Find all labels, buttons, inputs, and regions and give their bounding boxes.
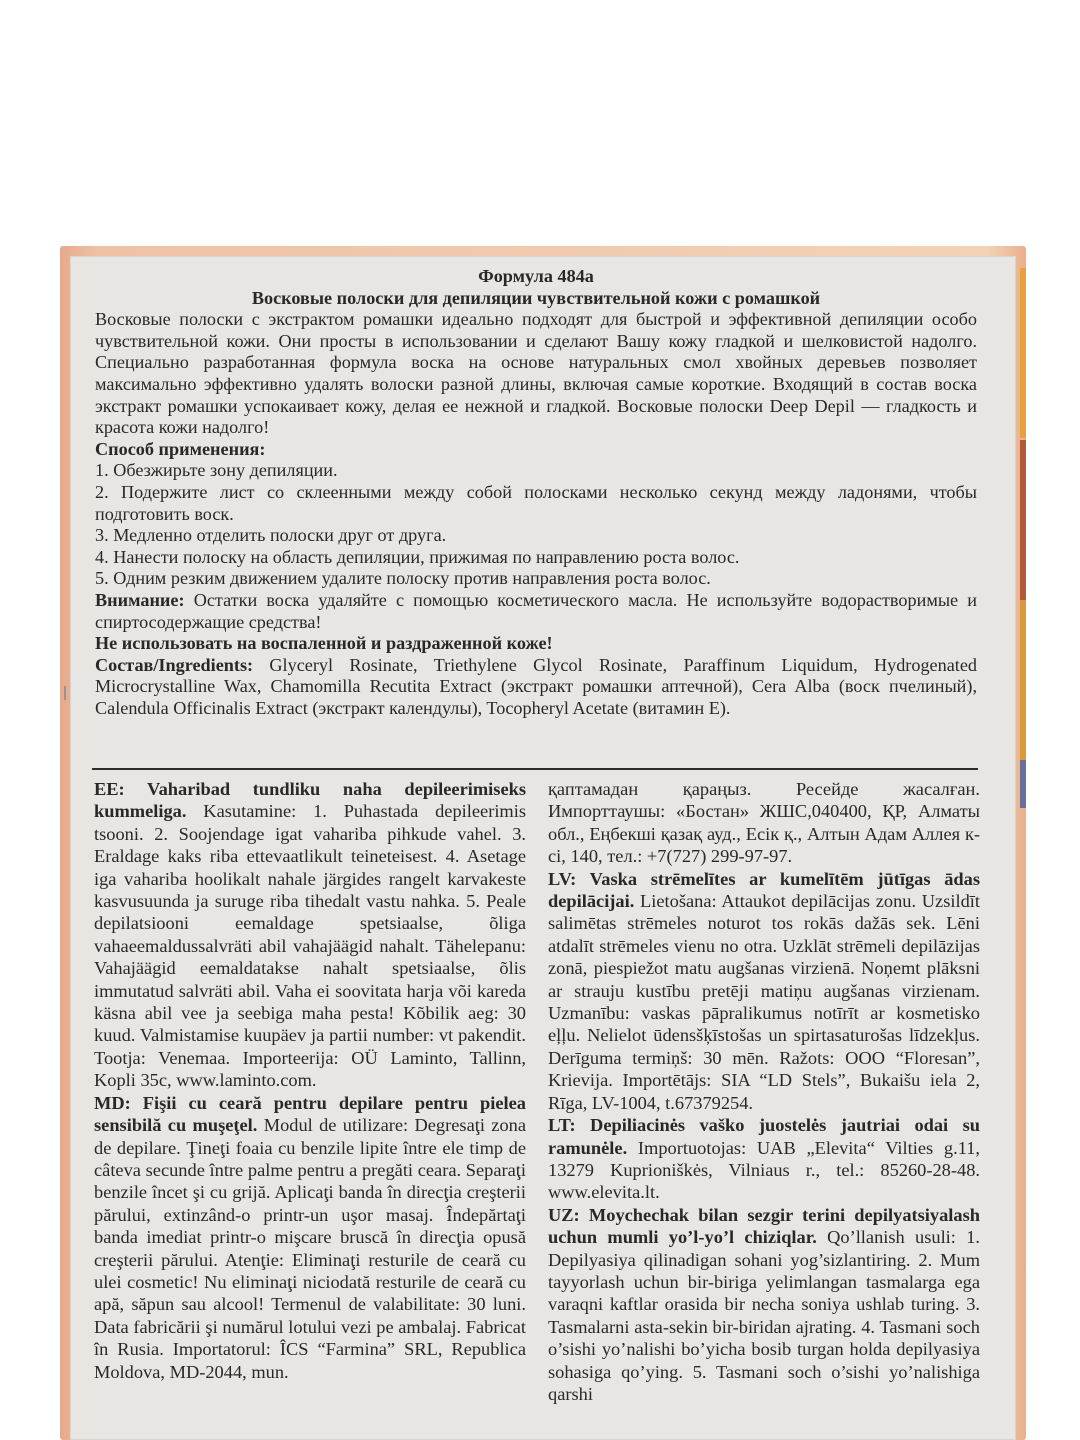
left-column bbox=[94, 778, 526, 1405]
product-title: Формула 484а bbox=[478, 266, 594, 286]
section-divider bbox=[92, 768, 978, 770]
russian-section bbox=[95, 266, 977, 719]
label-panel bbox=[70, 256, 1016, 1440]
composition-label: Состав/Ingredients: bbox=[95, 654, 254, 675]
usage-step: 5. Одним резким движением удалите полоску против направления роста волос. bbox=[95, 568, 711, 589]
lt-block bbox=[548, 1114, 980, 1204]
ee-text: Kasutamine: 1. Puhastada depileerimis tsooni. 2. Soojendage igat vahariba pihkude vahel. 3. Eraldage kaks riba ettevaatlikult teineteisest. 4. Asetage iga vahariba hoolikalt nahale järgides rangelt karvakeste kasvusuunda ja suruge riba tihedalt vastu nahka. 5. Peale depilatsiooni eemaldage spetsiaalse, õliga vahaeemaldussalvräti abil vahajäägid nahalt. Tähelepanu: Vahajäägid eemaldatakse nahalt spetsiaalse, õlis immutatud salvräti abil. Vaha ei soovitata harja või kareda käsna abil vee ja seebiga maha pesta! Kõbilik aeg: 30 kuud. Valmistamise kuupäev ja partii number: vt pakendit. Tootja: Venemaa. Importeerija: OÜ Laminto, Tallinn, Kopli 35c, www.laminto.com. bbox=[94, 801, 526, 1091]
warning-paragraph bbox=[95, 590, 977, 633]
uz-title: UZ: Moychechak bilan sezgir terini depilyatsiyalash uchun mumli yo’l-yo’l chiziqlar. bbox=[548, 1204, 980, 1248]
md-text: Modul de utilizare: Degresaţi zona de depilare. Ţineţi foaia cu benzile lipite între ele timp de câteva secunde între palme pentru a pregăti ceara. Separaţi benzile încet şi cu grijă. Aplicaţi banda în direcţia creşterii părului, extinzând-o printr-un uşor masaj. Îndepărtaţi banda imediat printr-o mişcare bruscă în direcţia opusă creşterii părului. Atenţie: Eliminaţi resturile de ceară cu ulei cosmetic! Nu eliminaţi niciodată resturile de ceară cu apă, săpun sau alcool! Termenul de valabilitate: 30 luni. Data fabricării şi numărul lotului vezi pe ambalaj. Fabricat în Rusia. Importatorul: ÎCS “Farmina” SRL, Republica Moldova, MD-2044, mun. bbox=[94, 1115, 527, 1382]
usage-step: 3. Медленно отделить полоски друг от друга. bbox=[95, 525, 447, 546]
usage-heading: Способ применения: bbox=[95, 438, 266, 459]
warning-text: Остатки воска удаляйте с помощью косметического масла. Не используйте водорастворимые и спиртосодержащие средства! bbox=[95, 589, 977, 632]
translations bbox=[94, 778, 980, 1405]
side-color-band bbox=[1020, 600, 1026, 760]
side-color-band bbox=[1020, 760, 1026, 808]
right-column bbox=[548, 778, 980, 1405]
md-block bbox=[94, 1092, 526, 1383]
warning-bold-line: Не использовать на воспаленной и раздраженной коже! bbox=[95, 633, 553, 654]
warning-label: Внимание: bbox=[95, 589, 185, 610]
usage-step: 2. Подержите лист со склеенными между собой полосками несколько секунд между ладонями, чтобы подготовить воск. bbox=[95, 481, 977, 524]
lv-title: LV: Vaska strēmelītes ar kumelītēm jūtīgas ādas depilācijai. bbox=[548, 868, 980, 912]
lv-block bbox=[548, 868, 980, 1114]
ee-block bbox=[94, 778, 526, 1092]
product-subtitle: Восковые полоски для депиляции чувствительной кожи с ромашкой bbox=[251, 287, 821, 308]
lv-text: Lietošana: Attaukot depilācijas zonu. Uzsildīt salimētas strēmeles noturot tos rokās dažās sek. Lēni atdalīt strēmeles vienu no otra. Uzklāt strēmeli depilāzijas zonā, piespiežot matu augšanas virzienā. Noņemt plāksni ar strauju kustību pretēji matiņu augšanas virzienam. Uzmanību: vaskas pāpralikumus notīrīt ar kosmetisko eļļu. Nelielot ūdensšķīstošas un spirtasaturošas līdzekļus. Derīguma termiņš: 30 mēn. Ražots: OOO “Floresan”, Krievija. Importētājs: SIA “LD Stels”, Bukaišu iela 2, Rīga, LV-1004, t.67379254. bbox=[548, 891, 980, 1113]
side-color-band bbox=[1020, 268, 1026, 438]
lt-title: LT: Depiliacinės vaško juostelės jautriai odai su ramunėle. bbox=[548, 1115, 980, 1158]
composition-text: Glyceryl Rosinate, Triethylene Glycol Rosinate, Paraffinum Liquidum, Hydrogenated Microcrystalline Wax, Chamomilla Recutita Extract (экстракт ромашки аптечной), Cera Alba (воск пчелиный), Calendula Officinalis Extract (экстракт календулы), Tocopheryl Acetate (витамин Е). bbox=[95, 654, 977, 718]
side-color-band bbox=[1020, 440, 1026, 600]
kz-tail: қаптамадан қараңыз. Ресейде жасалған. Импорттаушы: «Бостан» ЖШС,040400, ҚР, Алматы обл., Еңбекші қазақ ауд., Есік қ., Алтын Адам Аллея к-сі, 140, тел.: +7(727) 299-97-97. bbox=[548, 779, 980, 867]
md-title: MD: Fişii cu ceară pentru depilare pentru pielea sensibilă cu muşeţel. bbox=[94, 1092, 526, 1136]
usage-step: 1. Обезжирьте зону депиляции. bbox=[95, 460, 338, 481]
uz-block bbox=[548, 1204, 980, 1406]
uz-text: Qo’llanish usuli: 1. Depilyasiya qilinadigan sohani yog’sizlantiring. 2. Mum tayyorlash uchun bir-biriga yelimlangan tasmalarga ega varaqni kaftlar orasida bir necha soniya ushlab turing. 3. Tasmalarni asta-sekin bir-biridan ajrating. 4. Tasmani soch o’sishi yo’nalishi bo’yicha bosib turgan holda depilyasiya sohasiga qo’ying. 5. Tasmani soch o’sishi yo’nalishiga qarshi bbox=[548, 1227, 980, 1404]
usage-step: 4. Нанести полоску на область депиляции, прижимая по направлению роста волос. bbox=[95, 546, 740, 567]
edge-mark bbox=[64, 686, 66, 700]
composition-paragraph bbox=[95, 655, 977, 720]
ee-title: EE: Vaharibad tundliku naha depileerimiseks kummeliga. bbox=[94, 779, 526, 822]
product-description: Восковые полоски с экстрактом ромашки идеально подходят для быстрой и эффективной депиляции особо чувствительной кожи. Они просты в использовании и сделают Вашу кожу гладкой и шелковистой надолго. Специально разработанная формула воска на основе натуральных смол хвойных деревьев позволяет максимально эффективно удалять волоски разной длины, включая самые короткие. Входящий в состав воска экстракт ромашки успокаивает кожу, делая ее нежной и гладкой. Восковые полоски Deep Depil — гладкость и красота кожи надолго! bbox=[95, 309, 977, 438]
lt-text: Importuotojas: UAB „Elevita“ Vilties g.11, 13279 Kuprioniškės, Vilniaus r., tel.: 85260-28-48. www.elevita.lt. bbox=[548, 1137, 980, 1203]
